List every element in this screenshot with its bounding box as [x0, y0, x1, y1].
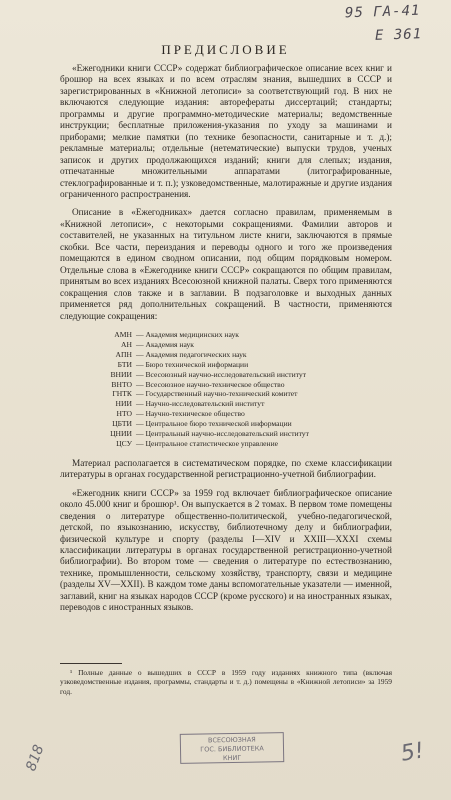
abbreviation-code: ВНТО	[111, 379, 132, 389]
abbreviation-code: АПН	[115, 349, 132, 359]
footnote-divider	[60, 663, 122, 664]
library-stamp	[180, 732, 285, 764]
stamp-line-3: КНИГ	[222, 753, 242, 763]
abbreviation-row	[88, 370, 392, 380]
paragraph-4: «Ежегодник книги СССР» за 1959 год включает библиографическое описание около 45.000 книг и брошюр¹. Он выпускается в 2 томах. В первом томе помещены сведения о литературе общественно-политической, учебно-педагогической, детской, по языкознанию, искусству, библиотечному делу и библиографии, физической культуре и спорту (разделы I—XIV и XXIII—XXXI схемы классификации литературы в органах государственной регистрационно-учетной библиографии). Во втором томе — сведения о литературе по естествознанию, технике, промышленности, сельскому хозяйству, транспорту, связи и медицине (разделы XV—XXII). В каждом томе даны вспомогательные указатели — именной, заглавий, книг на языках народов СССР (кроме русского) и на иностранных языках, переводов с иностранных языков.	[60, 488, 392, 614]
abbreviation-code: БТИ	[117, 359, 132, 369]
abbreviation-meaning: — Академия наук	[136, 339, 194, 349]
abbreviation-row	[88, 330, 392, 340]
abbreviation-meaning: — Научно-техническое общество	[136, 409, 245, 419]
abbreviation-row	[88, 340, 392, 350]
abbreviation-meaning: — Всесоюзное научно-техническое общество	[136, 379, 285, 389]
abbreviation-code: АМН	[114, 329, 132, 339]
abbreviation-meaning: — Центральное бюро технической информации	[136, 419, 292, 429]
abbreviation-row	[88, 399, 392, 409]
body-text	[60, 64, 392, 697]
abbreviation-row	[88, 360, 392, 370]
abbreviation-meaning: — Государственный научно-технический комитет	[136, 389, 298, 399]
abbreviation-meaning: — Научно-исследовательский институт	[136, 399, 265, 409]
shelfmark-line-2: Е 361	[374, 26, 423, 44]
abbreviation-code: ГНТК	[112, 389, 132, 399]
stamp-line-2: ГОС. БИБЛИОТЕКА	[200, 744, 264, 754]
shelfmark-line-1: 95 ГА-41	[344, 2, 421, 22]
abbreviation-list	[88, 330, 392, 449]
abbreviation-meaning: — Центральное статистическое управление	[136, 438, 279, 448]
abbreviation-row	[88, 409, 392, 419]
pencil-mark-left: 818	[23, 742, 48, 774]
abbreviation-meaning: — Академия медицинских наук	[136, 329, 239, 339]
abbreviation-code: НТО	[116, 409, 132, 419]
abbreviation-meaning: — Всесоюзный научно-исследовательский институт	[136, 369, 307, 379]
abbreviation-row	[88, 419, 392, 429]
abbreviation-meaning: — Центральный научно-исследовательский институт	[136, 429, 309, 439]
abbreviation-row	[88, 380, 392, 390]
abbreviation-row	[88, 350, 392, 360]
pencil-mark-right: 5!	[399, 738, 426, 767]
footnote: ¹ Полные данные о вышедших в СССР в 1959 году изданиях книжного типа (включая узковедомственные издания, программы, стандарты и т. д.) помещены в «Книжной летописи» за 1959 год.	[60, 667, 392, 696]
page-title: ПРЕДИСЛОВИЕ	[161, 42, 290, 57]
abbreviation-row	[88, 429, 392, 439]
paragraph-2: Описание в «Ежегодниках» дается согласно правилам, применяемым в «Книжной летописи», с некоторыми сокращениями. Фамилии авторов и составителей, не указанных на титульном листе книги, заключаются в прямые скобки. Все части, переиздания и переводы одного и того же произведения помещаются в едином сводном описании, под общим порядковым номером. Отдельные слова в «Ежегоднике книги СССР» сокращаются по общим правилам, принятым во всех изданиях Всесоюзной книжной палаты. Сверх того применяются сокращения слов также и в заглавии. В подзаголовке и выходных данных применяется ряд дополнительных сокращений. В частности, применяются следующие сокращения:	[60, 208, 392, 322]
abbreviation-meaning: — Академия педагогических наук	[136, 349, 247, 359]
abbreviation-meaning: — Бюро технической информации	[136, 359, 249, 369]
abbreviation-row	[88, 389, 392, 399]
paragraph-1: «Ежегодники книги СССР» содержат библиографическое описание всех книг и брошюр на всех языках и по всем отраслям знания, вышедших в СССР и зарегистрированных в «Книжной летописи» за соответствующий год. В них не включаются следующие издания: авторефераты диссертаций; стандарты; программы и другие программно-методические материалы; ведомственные инструкции; бесплатные приложения-указания по уходу за машинами и приборами; мелкие памятки (по технике безопасности, санитарные и т. д.); рекламные материалы; отдельные (нетематические) выпуски трудов, ученых записок и других продолжающихся изданий; книги для слепых; издания, отпечатанные множительными аппаратами (литографированные, стеклографированные и т. п.); узковедомственные, малотиражные и другие издания ограниченного распространения.	[60, 64, 392, 200]
abbreviation-code: ВНИИ	[110, 369, 132, 379]
abbreviation-code: АН	[121, 339, 132, 349]
abbreviation-code: ЦСУ	[116, 438, 132, 448]
abbreviation-code: ЦНИИ	[110, 429, 132, 439]
abbreviation-row	[88, 439, 392, 449]
stamp-line-1: ВСЕСОЮЗНАЯ	[207, 735, 256, 745]
abbreviation-code: ЦБТИ	[112, 419, 132, 429]
abbreviation-code: НИИ	[115, 399, 132, 409]
paragraph-3: Материал располагается в систематическом порядке, по схеме классификации литературы в органах государственной регистрационно-учетной библиографии.	[60, 458, 392, 481]
